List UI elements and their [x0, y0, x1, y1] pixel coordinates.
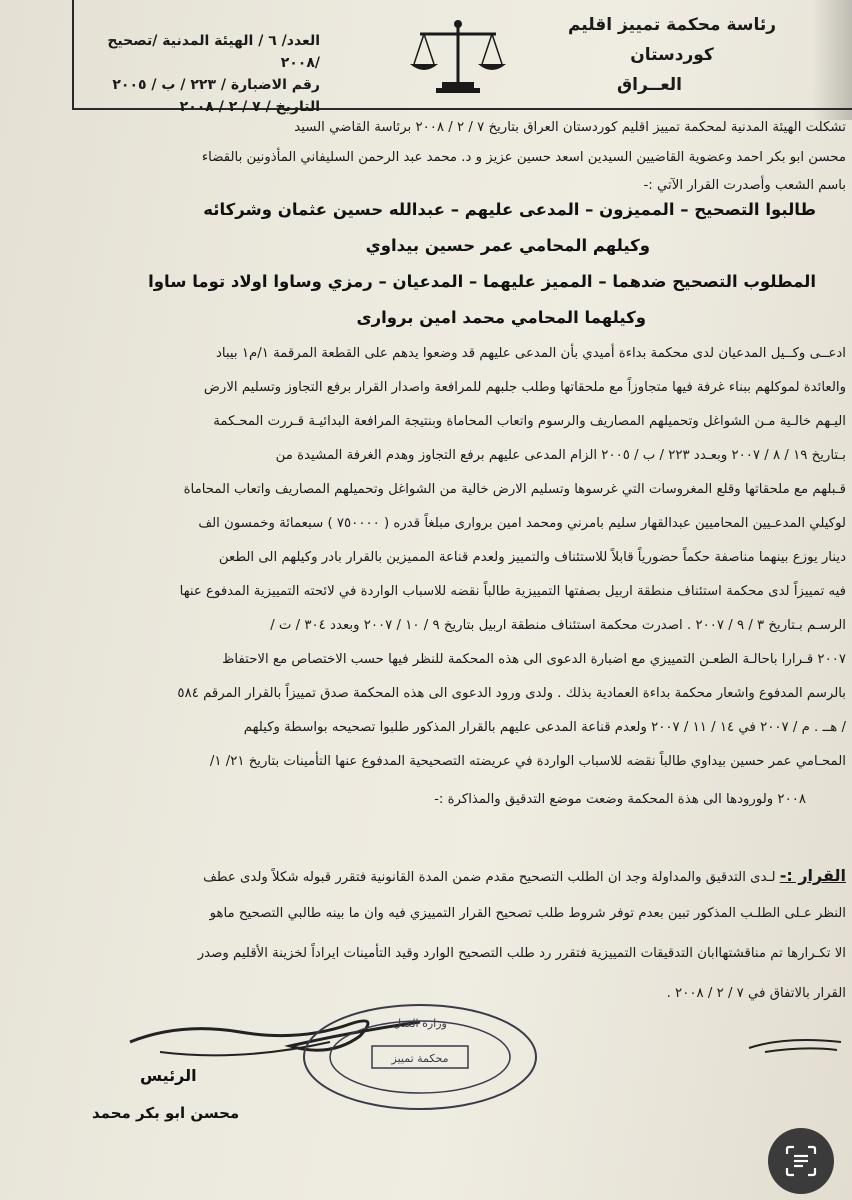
decision-text: لـدى التدقيق والمداولة وجد ان الطلب التصحيح مقدم ضمن المدة القانونية فتقرر قبوله شكلاً ولدى عطف — [203, 870, 776, 885]
decision-label: القرار :- — [779, 866, 846, 885]
decision-line: النظر عـلى الطلـب المذكور تبين بعدم توفر شروط طلب تصحيح القرار التمييزي فيه وان ما بينه طالبي التصحيح ماهو — [209, 906, 846, 921]
intro-line: تشكلت الهيئة المدنية لمحكمة تمييز اقليم كوردستان العراق بتاريخ ٧ / ٢ / ٢٠٠٨ برئاسة القاضي السيد — [294, 120, 846, 135]
facts-line: لوكيلي المدعـيين المحاميين عبدالقهار سليم بامرني ومحمد امين بروارى مبلغاً قدره ( ٧٥٠٠٠٠ ) سبعمائة وخمسون الف — [198, 516, 846, 531]
reference-date: التاريخ / ٧ / ٢ / ٢٠٠٨ — [179, 99, 320, 115]
court-stamp-icon — [300, 1002, 540, 1112]
facts-line: بـتاريخ ١٩ / ٨ / ٢٠٠٧ وبعـدد ٢٢٣ / ب / ٢٠٠٥ الزام المدعى عليهم برفع التجاوز وهدم الغرفة المشيدة من — [275, 448, 846, 463]
court-header — [542, 10, 802, 100]
intro-line: باسم الشعب وأصدرت القرار الآتي :- — [643, 178, 846, 193]
facts-line: اليـهم خالـية مـن الشواغل وتحميلهم المصاريف والرسوم واتعاب المحاماة وبنتيجة المرافعة البدائيـة قـررت المحـكمة — [213, 414, 846, 429]
facts-line: بالرسم المدفوع واشعار محكمة بداءة العمادية بذلك . ولدى ورود الدعوى الى هذه المحكمة صدق تمييزاً بالقرار المرقم ٥٨٤ — [177, 686, 846, 701]
stamp-center-text: محكمة تمييز — [391, 1052, 449, 1065]
facts-line: ادعــى وكــيل المدعيان لدى محكمة بداءة أميدي بأن المدعى عليهم قد وضعوا يدهم على القطعة المرقمة ١/م١ بيباد — [215, 346, 846, 361]
reference-block — [100, 30, 320, 118]
header-divider-vertical — [72, 0, 74, 110]
facts-line: المحـامي عمر حسين بيداوي طالباً نقضه للاسباب الواردة في عريضته التصحيحية المدفوع عنها التأمينات بتاريخ ٢١/ ١/ — [209, 754, 846, 769]
facts-line: ٢٠٠٨ ولورودها الى هذة المحكمة وضعت موضع التدقيق والمذاكرة :- — [434, 792, 806, 807]
court-name: رئاسة محكمة تمييز اقليم كوردستان — [567, 15, 777, 65]
facts-line: فيه تمييزاً لدى محكمة استئناف منطقة اربيل بصفتها التمييزية طالباً نقضه للاسباب الواردة في لائحته التمييزية المدفوع عنها — [179, 584, 846, 599]
facts-line: ٢٠٠٧ قـرارا باحالـة الطعـن التمييزي مع اضبارة الدعوى الى هذه المحكمة للنظر فيها حسب الاختصاص مع الاحتفاظ — [222, 652, 846, 667]
reference-number: العدد/ ٦ / الهيئة المدنية /تصحيح /٢٠٠٨ — [107, 33, 320, 71]
decision-line: القرار بالاتفاق في ٧ / ٢ / ٢٠٠٨ . — [666, 986, 846, 1001]
facts-line: والعائدة لموكلهم ببناء غرفة فيها متجاوزاً مع ملحقاتها وطلب جلبهم للمرافعة واصدار القرار برفع التجاوز وتسليم الارض — [203, 380, 846, 395]
text-scan-icon — [784, 1144, 818, 1178]
page-shadow — [812, 0, 852, 120]
decision-line: الا تكـرارها تم مناقشتهاابان التدقيقات التمييزية فتقرر رد طلب التصحيح الوارد وقيد التأمينات ايراداً لخزينة الأقليم وصدر — [197, 946, 846, 961]
stamp-top-text: وزارة العدل — [393, 1017, 447, 1030]
facts-line: دينار يوزع بينهما مناصفة حكماً حضورياً قابلاً للاستئناف والتمييز ولعدم قناعة المميزين بالقرار بادر وكيلهم الى الطعن — [218, 550, 846, 565]
country-name: العــراق — [616, 75, 682, 95]
scan-text-button[interactable] — [768, 1128, 834, 1194]
member-signature-icon — [745, 1030, 845, 1060]
facts-line: قـبلهم مع ملحقاتها وقلع المغروسات التي غرسوها وتسليم الارض خالية من الشواغل وتحميلهم المصاريف واتعاب المحاماة — [183, 482, 846, 497]
intro-line: محسن ابو بكر احمد وعضوية القاضيين السيدين اسعد حسين عزيز و د. محمد عبد الرحمن السليفاني المأذونين بالقضاء — [201, 150, 846, 165]
appellants-line: طالبوا التصحيح – المميزون – المدعى عليهم – عبدالله حسين عثمان وشركائه — [203, 200, 816, 219]
facts-line: / هــ . م / ٢٠٠٧ في ١٤ / ١١ / ٢٠٠٧ ولعدم قناعة المدعى عليهم بالقرار المذكور طلبوا تصحيحه بواسطة وكيلهم — [243, 720, 846, 735]
decision-line — [6, 866, 846, 885]
appellants-lawyer: وكيلهم المحامي عمر حسين بيداوي — [365, 236, 650, 255]
facts-line: الرسـم بـتاريخ ٣ / ٩ / ٢٠٠٧ . اصدرت محكمة استئناف منطقة اربيل بتاريخ ٩ / ١٠ / ٢٠٠٧ وبعدد ٣٠٤ / ت / — [270, 618, 846, 633]
president-name: محسن ابو بكر محمد — [92, 1104, 240, 1122]
file-number: رقم الاضبارة / ٢٢٣ / ب / ٢٠٠٥ — [112, 77, 320, 93]
respondents-line: المطلوب التصحيح ضدهما – المميز عليهما – المدعيان – رمزي وساوا اولاد توما ساوا — [148, 272, 816, 291]
respondents-lawyer: وكيلهما المحامي محمد امين بروارى — [356, 308, 646, 327]
scales-emblem-icon — [408, 18, 508, 96]
president-title: الرئيس — [140, 1066, 197, 1085]
